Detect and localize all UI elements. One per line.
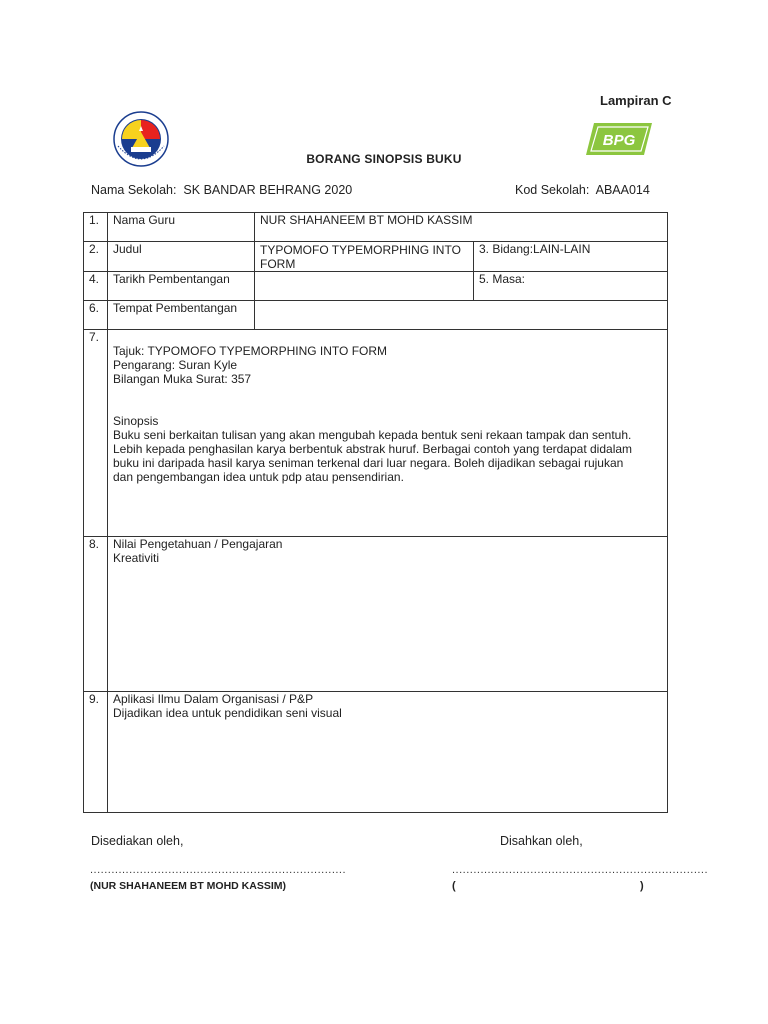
- synopsis-text-line: Buku seni berkaitan tulisan yang akan mengubah kepada bentuk seni rekaan tampak dan sentuh.: [113, 428, 632, 442]
- presentation-date-label: Tarikh Pembentangan: [108, 272, 255, 301]
- row-number: 2.: [84, 242, 108, 272]
- form-row-application: [84, 692, 668, 813]
- teacher-name-value: NUR SHAHANEEM BT MOHD KASSIM: [255, 213, 668, 242]
- presentation-time: 5. Masa:: [474, 272, 668, 301]
- row-number: 6.: [84, 301, 108, 330]
- book-title-label: Judul: [108, 242, 255, 272]
- book-title-value: TYPOMOFO TYPEMORPHING INTO FORM: [255, 242, 474, 272]
- school-code-value: ABAA014: [595, 183, 650, 197]
- presentation-venue-value: [255, 301, 668, 330]
- form-row-venue: [84, 301, 668, 330]
- row-number: 8.: [84, 537, 108, 692]
- approved-by-label: Disahkan oleh,: [500, 834, 583, 848]
- synopsis-heading: Sinopsis: [113, 414, 159, 428]
- presentation-date-value: [255, 272, 474, 301]
- signature-line-right: ........................................................................: [452, 864, 709, 876]
- synopsis-form-table: [83, 212, 668, 813]
- synopsis-text-line: dan pengembangan idea untuk pdp atau pensendirian.: [113, 470, 404, 484]
- school-name-value: SK BANDAR BEHRANG 2020: [183, 183, 353, 197]
- presentation-venue-label: Tempat Pembentangan: [108, 301, 255, 330]
- synopsis-text-line: Lebih kepada penghasilan karya berbentuk abstrak huruf. Berbagai contoh yang terdapat didalam: [113, 442, 633, 456]
- application-label: Aplikasi Ilmu Dalam Organisasi / P&P: [113, 692, 314, 706]
- school-name-line: [91, 183, 352, 197]
- form-row-title: [84, 242, 668, 272]
- field-category: 3. Bidang:LAIN-LAIN: [474, 242, 668, 272]
- school-code-line: [515, 183, 650, 197]
- signature-line-left: ........................................................................: [90, 864, 347, 876]
- form-row-date: [84, 272, 668, 301]
- school-code-label: Kod Sekolah:: [515, 183, 590, 197]
- teacher-name-label: Nama Guru: [108, 213, 255, 242]
- synopsis-cell: [108, 330, 668, 537]
- synopsis-page-count: Bilangan Muka Surat: 357: [113, 372, 252, 386]
- synopsis-title: Tajuk: TYPOMOFO TYPEMORPHING INTO FORM: [113, 344, 388, 358]
- approver-paren-close: ): [640, 880, 644, 892]
- values-text: Kreativiti: [113, 551, 160, 565]
- school-name-label: Nama Sekolah:: [91, 183, 177, 197]
- appendix-label: Lampiran C: [600, 93, 672, 108]
- values-label: Nilai Pengetahuan / Pengajaran: [113, 537, 283, 551]
- application-text: Dijadikan idea untuk pendidikan seni visual: [113, 706, 342, 720]
- row-number: 7.: [84, 330, 108, 537]
- form-title: BORANG SINOPSIS BUKU: [306, 152, 462, 166]
- row-number: 1.: [84, 213, 108, 242]
- row-number: 9.: [84, 692, 108, 813]
- form-row-teacher: [84, 213, 668, 242]
- values-cell: [108, 537, 668, 692]
- application-cell: [108, 692, 668, 813]
- form-row-synopsis: [84, 330, 668, 537]
- prepared-by-name: (NUR SHAHANEEM BT MOHD KASSIM): [90, 880, 286, 892]
- prepared-by-label: Disediakan oleh,: [91, 834, 184, 848]
- bpg-logo-text: BPG: [602, 132, 636, 149]
- row-number: 4.: [84, 272, 108, 301]
- synopsis-text-line: buku ini daripada hasil karya seniman terkenal dari luar negara. Boleh dijadikan sebagai rujukan: [113, 456, 624, 470]
- form-row-values: [84, 537, 668, 692]
- approver-paren-open: (: [452, 880, 456, 892]
- synopsis-author: Pengarang: Suran Kyle: [113, 358, 238, 372]
